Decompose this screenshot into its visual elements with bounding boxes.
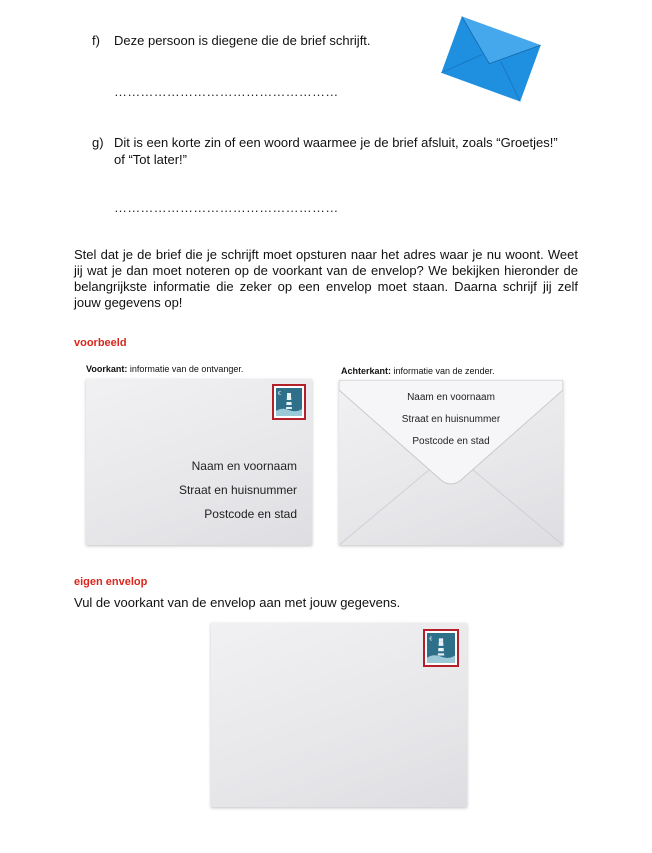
front-envelope-example [86, 379, 312, 545]
envelope-flap [339, 380, 563, 545]
back-line-name: Naam en voornaam [407, 392, 495, 403]
question-f [92, 33, 432, 51]
own-instruction: Vul de voorkant van de envelop aan met jouw gegevens. [74, 595, 401, 610]
answer-line-g[interactable]: …………………………………………… [114, 200, 339, 215]
front-caption [86, 364, 243, 374]
back-line-postcode: Postcode en stad [412, 436, 490, 447]
svg-text:€: € [429, 636, 433, 643]
lighthouse-stamp-icon [272, 384, 306, 420]
front-line-street: Straat en huisnummer [178, 483, 297, 497]
question-text-line2: of “Tot later!” [114, 152, 187, 167]
back-line-street: Straat en huisnummer [401, 414, 501, 425]
front-caption-text: informatie van de ontvanger. [127, 364, 244, 374]
back-envelope-example [339, 380, 563, 545]
blue-envelope-icon [440, 15, 542, 103]
front-line-name: Naam en voornaam [191, 459, 297, 473]
example-title: voorbeeld [74, 337, 127, 349]
question-g [92, 135, 592, 171]
svg-text:€: € [278, 391, 281, 397]
back-caption [341, 366, 495, 376]
back-caption-text: informatie van de zender. [391, 366, 495, 376]
front-line-postcode: Postcode en stad [204, 507, 297, 521]
own-envelope-title: eigen envelop [74, 576, 148, 588]
question-text: Dit is een korte zin of een woord waarmee je de brief afsluit, zoals “Groetjes!” [114, 135, 558, 150]
answer-line-f[interactable]: …………………………………………… [114, 84, 339, 99]
own-front-envelope[interactable] [211, 623, 467, 807]
lighthouse-stamp-icon [423, 629, 459, 667]
question-letter: g) [92, 135, 104, 150]
front-caption-label: Voorkant: [86, 364, 128, 374]
question-text: Deze persoon is diegene die de brief schrijft. [114, 33, 371, 48]
question-letter: f) [92, 33, 100, 48]
intro-paragraph: Stel dat je de brief die je schrijft moet opsturen naar het adres waar je nu woont. Weet jij wat je dan moet noteren op de voorkant van de envelop? We bekijken hieronder de belangrijkste informatie die zeker op een envelop moet staan. Daarna schrijf jij zelf jouw gegevens op! [74, 247, 578, 310]
back-caption-label: Achterkant: [341, 366, 392, 376]
